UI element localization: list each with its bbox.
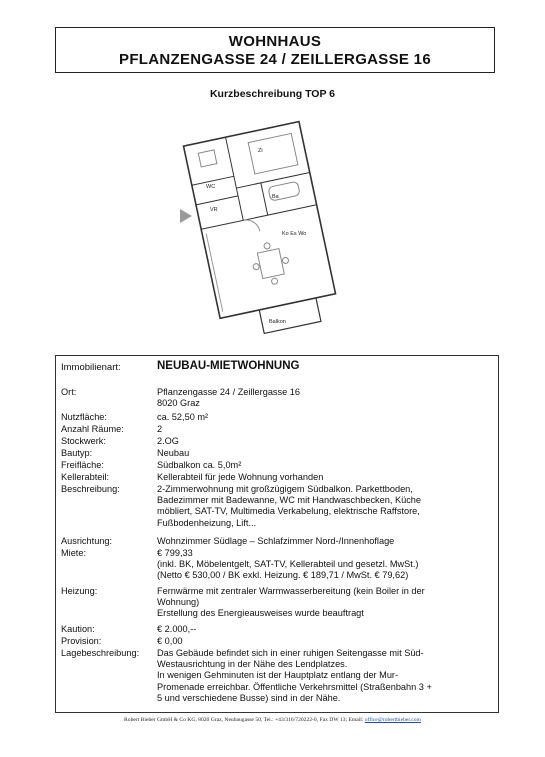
- stockwerk-value: 2.OG: [157, 436, 179, 446]
- lage-line: In wenigen Gehminuten ist der Hauptplatz entlang der Mur-: [157, 670, 399, 681]
- provision-value: € 0,00: [157, 636, 183, 646]
- subtitle: Kurzbeschreibung TOP 6: [209, 88, 336, 100]
- ausrichtung-label: Ausrichtung:: [61, 536, 113, 546]
- room-ba: Ba: [272, 194, 279, 200]
- heizung-label: Heizung:: [61, 586, 98, 596]
- provision-label: Provision:: [61, 636, 102, 646]
- title-line1: WOHNHAUS: [228, 33, 322, 50]
- ort-line: Pflanzengasse 24 / Zeillergasse 16: [157, 387, 301, 397]
- beschreibung-line: 2-Zimmerwohnung mit großzügigem Südbalkon. Parkettboden,: [157, 484, 413, 494]
- footer: [0, 717, 545, 723]
- room-vr: VR: [210, 207, 218, 213]
- miete-line: (inkl. BK, Möbelentgelt, SAT-TV, Kellerabteil und gesetzl. MwSt.): [157, 559, 419, 570]
- lage-line: 5 und verschiedene Busse) sind in der Nähe.: [157, 692, 341, 703]
- ort-label: Ort:: [61, 387, 77, 397]
- nutzflaeche-value: ca. 52,50 m²: [157, 412, 209, 422]
- lage-label: Lagebeschreibung:: [61, 648, 140, 658]
- raeume-value: 2: [157, 424, 163, 434]
- miete-line: € 799,33: [157, 548, 193, 558]
- room-wc: WC: [206, 184, 216, 190]
- beschreibung-line: möbliert, SAT-TV, Multimedia Verkabelung, elektrische Raffstore,: [157, 506, 420, 517]
- freiflaeche-value: Südbalkon ca. 5,0m²: [157, 460, 242, 470]
- immobilienart-label: Immobilienart:: [61, 362, 121, 373]
- beschreibung-line: Badezimmer mit Badewanne, WC mit Handwaschbecken, Küche: [157, 495, 422, 506]
- freiflaeche-label: Freifläche:: [61, 460, 104, 470]
- lage-line: Das Gebäude befindet sich in einer ruhigen Seitengasse mit Süd-: [157, 648, 424, 658]
- beschreibung-line: Fußbodenheizung, Lift...: [157, 517, 257, 528]
- room-ko-es-wo: Ko Es Wo: [282, 231, 307, 237]
- details-table: [55, 355, 499, 713]
- kellerabteil-value: Kellerabteil für jede Wohnung vorhanden: [157, 472, 324, 482]
- miete-label: Miete:: [61, 548, 87, 558]
- kellerabteil-label: Kellerabteil:: [61, 472, 110, 482]
- room-balkon: Balkon: [269, 319, 286, 325]
- immobilienart-value: NEUBAU-MIETWOHNUNG: [157, 360, 300, 372]
- kaution-value: € 2.000,--: [157, 624, 197, 634]
- footer-email-link[interactable]: office@robertbieber.com: [364, 717, 421, 723]
- lage-line: Promenade erreichbar. Öffentliche Verkehrsmittel (Straßenbahn 3 +: [157, 681, 432, 692]
- nutzflaeche-label: Nutzfläche:: [61, 412, 107, 422]
- lage-line: Westausrichtung in der Nähe des Lendplatzes.: [157, 659, 348, 670]
- title-box: [55, 27, 495, 73]
- floor-plan: [170, 112, 350, 342]
- ort-line: 8020 Graz: [157, 398, 200, 409]
- heizung-line: Erstellung des Energieausweises wurde beauftragt: [157, 608, 364, 619]
- footer-text: Robert Bieber GmbH & Co KG, 8020 Graz, Neubaugasse 50, Tel.: +43/316/720222-0, Fax DW 13; Email:: [124, 717, 365, 723]
- heizung-line: Fernwärme mit zentraler Warmwasserbereitung (kein Boiler in der: [157, 586, 425, 596]
- raeume-label: Anzahl Räume:: [61, 424, 124, 434]
- stockwerk-label: Stockwerk:: [61, 436, 106, 446]
- kaution-label: Kaution:: [61, 624, 95, 634]
- bautyp-label: Bautyp:: [61, 448, 93, 458]
- title-line2: PFLANZENGASSE 24 / ZEILLERGASSE 16: [119, 51, 431, 68]
- beschreibung-label: Beschreibung:: [61, 484, 120, 494]
- bautyp-value: Neubau: [157, 448, 190, 458]
- ausrichtung-value: Wohnzimmer Südlage – Schlafzimmer Nord-/Innenhoflage: [157, 536, 395, 546]
- miete-line: (Netto € 530,00 / BK exkl. Heizung. € 189,71 / MwSt. € 79,62): [157, 570, 409, 581]
- room-zi: Zi: [258, 148, 263, 154]
- heizung-line: Wohnung): [157, 597, 200, 608]
